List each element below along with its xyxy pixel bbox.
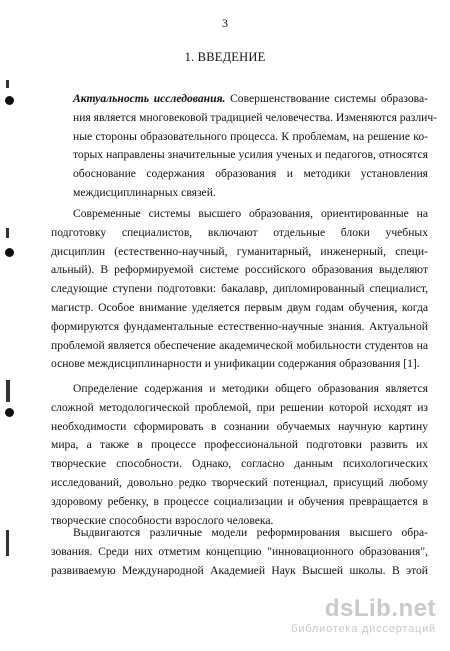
watermark-brand: dsLib.net <box>324 595 436 622</box>
paragraph-modern-systems <box>51 205 428 374</box>
watermark-subtitle: библиотека диссертаций <box>291 623 436 635</box>
punch-hole <box>5 408 14 417</box>
paragraph-models <box>51 524 428 580</box>
text-line: дисциплин (естественно-научный, гуманитарный, инженерный, специ- <box>51 244 428 258</box>
text-line: здоровому ребенку, в процессе социализации и обучения превращается в <box>51 494 428 508</box>
text-line: ния является многовековой традицией человечества. Изменяются различ- <box>73 110 438 124</box>
punch-hole <box>5 248 14 257</box>
text-line: развиваемую Международной Академией Наук Высшей школы. В этой <box>51 563 428 577</box>
margin-mark <box>6 530 9 556</box>
margin-mark <box>6 380 10 402</box>
paragraph-lead: Актуальность исследования. <box>73 92 226 105</box>
text-line: Определение содержания и методики общего образования является <box>73 382 428 395</box>
watermark <box>291 597 436 635</box>
text-line: сложной методологической проблемой, при решении которой исходят из <box>51 400 428 414</box>
paragraph-definition <box>51 380 428 530</box>
margin-mark <box>6 228 9 238</box>
text-line: зования. Среди них отметим концепцию "инновационного образования", <box>51 544 428 558</box>
text-line: магистр. Особое внимание уделяется первым двум годам обучения, когда <box>51 300 428 314</box>
text-line: необходимости сформировать в сознании обучаемых научную картину <box>51 419 428 433</box>
text-line: обоснование содержания образования и методики установления <box>73 167 428 181</box>
text-line: творческие способности взрослого человека. <box>51 513 274 527</box>
text-line: творческие способности. Однако, согласно данным психологических <box>51 457 428 471</box>
margin-mark <box>6 80 9 88</box>
text-line: основе междисциплинарности и унификации содержания образования [1]. <box>51 357 420 371</box>
text-line: Современные системы высшего образования, ориентированные на <box>73 207 428 220</box>
text-line: мира, а также в процессе профессиональной подготовки развить их <box>51 438 428 452</box>
text-line: торых направлены значительные усилия ученых и педагогов, относятся <box>73 148 428 162</box>
text-line: формируются фундаментальные естественно-научные знания. Актуальной <box>51 319 428 333</box>
text-line: междисциплинарных связей. <box>73 185 216 199</box>
text-line: следующие ступени подготовки: бакалавр, дипломированный специалист, <box>51 282 428 296</box>
text-line: подготовку специалистов, включают отдельные блоки учебных <box>51 225 428 239</box>
text-line: проблемой является обеспечение академической мобильности студентов на <box>51 338 428 352</box>
punch-hole <box>5 96 14 105</box>
text-line: исследований, довольно редко творческий потенциал, присущий любому <box>51 475 428 489</box>
section-heading: 1. ВВЕДЕНИЕ <box>184 50 266 64</box>
text-line: ные стороны образовательного процесса. К проблемам, на решение ко- <box>73 129 428 143</box>
text-line: Выдвигаются различные модели реформирования высшего обра- <box>73 526 428 539</box>
text-line: альный). В реформируемой системе российского образования выделяют <box>51 263 428 277</box>
paragraph-relevance: Актуальность исследования. Совершенствование системы образова- ния является многовековой традицией человечества. Изменяются различ- ные стороны образовательного процесса. К проблемам, на решение ко- торых направлены значительные усилия ученых и педагогов, относятся обоснование содержания образования и методики установления междисциплинарных связей. <box>73 90 428 203</box>
page-number: 3 <box>222 16 228 30</box>
